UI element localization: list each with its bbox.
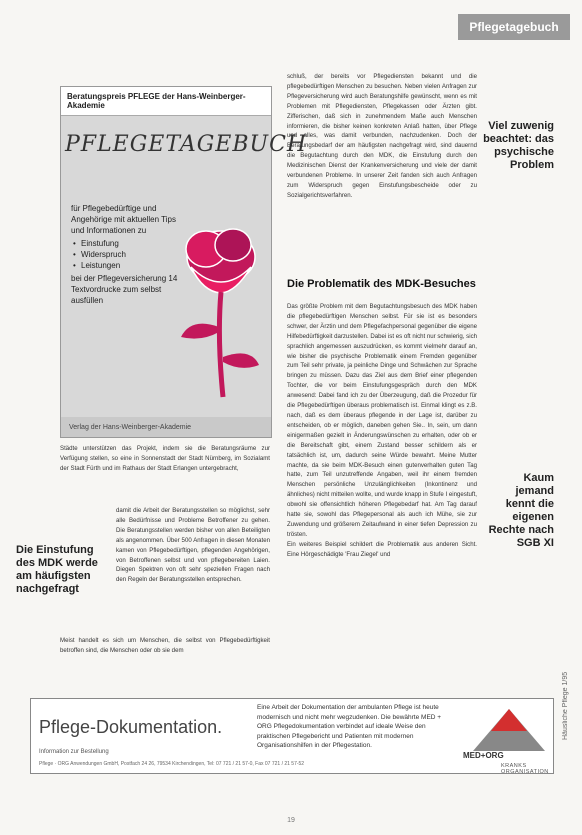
article-paragraph: Das größte Problem mit dem Begutachtungsbesuch des MDK haben die pflegebedürftigen Menschen selbst. Für sie ist es besonders schwer, der Ärztin und dem Pflegefachpersonal gegenüber die eigene Hilfebedürftigkeit darzustellen. Dabei ist es oft nicht nur schwierig, sich sprachlich angemessen auszudrücken, es kommt vielmehr darauf an, wie bisher die psychische Problematik einem Fremden gegenüber zum Teil sehr private, ja peinliche Dinge und Schwächen zur Sprache bringen zu müssen. Dazu das Ziel aus dem Brief einer pflegenden Tochter, die vor beim Einstufungsgespräch durch den MDK anwesend: Dabei fand ich zu der Überzeugung, daß die Prozedur für die Pflegebedürftigen überaus problematisch ist. Einmal klingt es z.B. nach, daß es dem überaus pflegende in der Lage ist, darüber zu entscheiden, ob er möglich, daneben gehen Sie.. In, sein, um dann einigermaßen gezielt in Änderungswünschen zu erhalten, oder ob er die Bereitschaft gibt, einem Zustand besser schildern als er tatsächlich ist, um, dadurch seine Würde bewahrt. Meine Mutter machte, da sie beim MDK-Besuch einen gutenverhalten guten Tag hatte, zum Teil unzutreffende Angaben, weil ihr einem fremden Menschen persönliche Unzulänglichkeiten (Inkontinenz und ähnliches) nicht mitteilen wollte, und wurde knapp in Stufe I eingestuft, obwohl sie offensichtlich höheren Pflegebedarf hat. Am Tag darauf hatte sie, sowohl das Pflegepersonal als auch ich Mühe, sie zur Zuwendung und größerem Zeitaufwand in einer tiefen Depression zu trösten. (287, 303, 478, 538)
ad-organisation: KRANKS ORGANISATION (501, 763, 549, 775)
cover-footer: Verlag der Hans-Weinberger-Akademie (61, 417, 271, 437)
advertisement (30, 698, 554, 774)
ad-title: Pflege-Dokumentation. (39, 717, 223, 737)
article-text-left-c: damit die Arbeit der Beratungsstellen so möglichst, sehr alle Bedürfnisse und Probleme Betroffener zu gehen. Die Beratungsstellen werden bisher von allen Beteiligten als angenommen. Über 500 Anfragen in diesen Monaten kamen von Pflegebedürftigen, pflegenden Angehörigen, von Betroffenen selbst und von pflegebereiten Laien. Diegen Spektren von oft sehr speziellen Fragen nach den Regeln der Beratungsstellen entsprechen. (116, 507, 270, 584)
article-paragraph: Ein weiteres Beispiel schildert die Problematik aus anderen Sicht. Eine Hörgeschädigte 'Frau Ziegel' und (287, 540, 477, 558)
article-heading: Die Problematik des MDK-Besuches (287, 278, 476, 290)
article-text-left-b: Städte unterstützen das Projekt, indem sie die Beratungsräume zur Verfügung stellen, so eine in Sonnenstadt der Stadt Nürnberg, im Sozialamt der Stadt Fürth und im Rathaus der Stadt Erlangen untergebracht, (60, 445, 270, 472)
cover-publisher-line: Beratungspreis PFLEGE der Hans-Weinberger-Akademie (61, 87, 271, 116)
ad-contact: Pflege · ORG Anwendungen GmbH, Postfach 24 26, 79534 Kirchendingen, Tel: 07 721 / 21 57-0, Fax 07 721 / 21 57-52 (39, 761, 305, 767)
cover-bullet: • Leistungen (81, 260, 181, 271)
cover-bullet: • Widerspruch (81, 249, 181, 260)
cover-title: PFLEGETAGEBUCH (65, 132, 308, 157)
ad-text: Eine Arbeit der Dokumentation der ambulanten Pflege ist heute modernisch und nicht mehr wegzudenken. Die bewährte MED + ORG Pflegedokumentation verbindet auf ideale Weise den praktischen Pflegebericht und Patienten mit modernen Organisationshilfen in der Pflegestation. (257, 704, 442, 749)
article-text-right-body (287, 302, 477, 560)
journal-reference: Häusliche Pflege 1/95 (562, 671, 569, 741)
article-text-left-d: Meist handelt es sich um Menschen, die selbst von Pflegebedürftigkeit betroffen sind, die Menschen oder ob sie dem (60, 637, 270, 654)
cover-bullet-list (81, 238, 181, 271)
pull-quote: Viel zuwenig beachtet: das psychische Problem (483, 120, 554, 171)
book-cover (60, 86, 308, 438)
cover-outro: bei der Pflegeversicherung 14 Textvordrucke zum selbst ausfüllen (71, 274, 178, 305)
ad-brand: MED+ORG (463, 751, 504, 760)
ad-subtitle: Information zur Bestellung (39, 749, 109, 755)
cover-intro: für Pflegebedürftige und Angehörige mit aktuellen Tips und Informationen zu (71, 204, 176, 235)
cover-bullet: • Einstufung (81, 238, 181, 249)
pull-quote: Die Einstufung des MDK werde am häufigsten nachgefragt (16, 544, 98, 595)
triangle-logo-icon (469, 707, 549, 753)
page-number: 19 (287, 817, 295, 824)
cover-text (71, 203, 181, 306)
pull-quote: Kaum jemand kennt die eigenen Rechte nach SGB XI (488, 472, 554, 549)
section-header: Pflegetagebuch (458, 14, 570, 40)
article-text-right-top: schluß, der bereits vor Pflegediensten bekannt und die pflegebedürftigen Menschen zu besuchen. Neben vielen Anfragen zur Pflegeversicherung wird auch Beratungshilfe gewünscht, wenn es mit Problemen mit Pflegediensten, Pflegekassen oder Ärzten gibt. Zifferischen, daß sich in zunehmendem Maße auch Menschen informieren, die bisher keinen konkreten Anlaß hatten, über Pflege und alles, was damit verbunden, nachzudenken. Doch der Beratungsbedarf der am häufigsten nachgefragt wird, sind dauernd die Begutachtung durch den MDK, die Einstufung durch den Medizinischen Dienst der Krankenversicherung und viele der damit verbundenen Probleme. In unserer Zeit fanden sich auch Anfragen zum Widerspruch gegen Einstufungsbescheide oder zu Sozialgerichtsverfahren. (287, 73, 477, 199)
